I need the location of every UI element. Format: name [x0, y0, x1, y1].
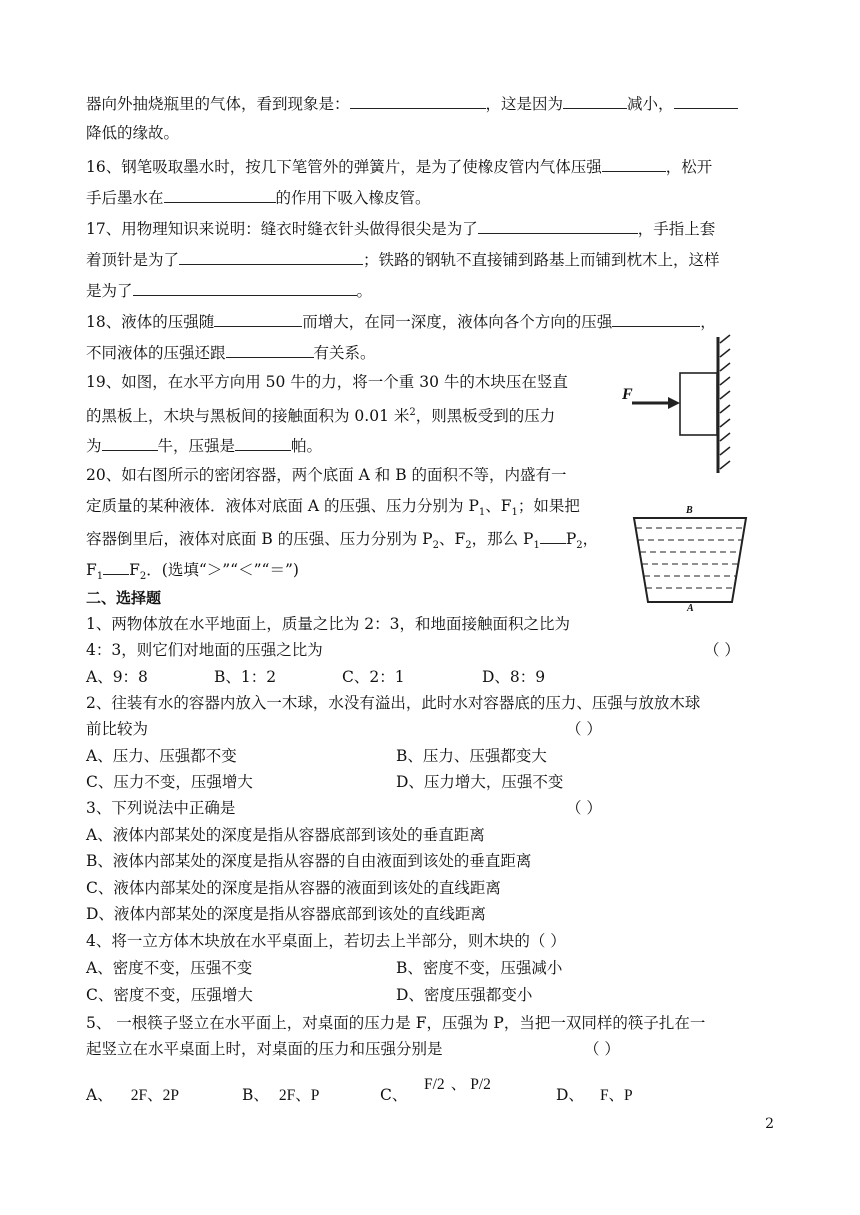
mc4-option-c[interactable]: C、密度不变，压强增大	[86, 986, 253, 1004]
subscript: 2	[139, 571, 147, 583]
mc4-option-d[interactable]: D、密度压强都变小	[396, 986, 533, 1004]
q18-text: 而增大，在同一深度，液体向各个方向的压强	[302, 313, 613, 331]
q19-text: ，则黑板受到的压力	[415, 407, 556, 426]
q17-text: 17、用物理知识来说明：缝衣时缝衣针头做得很尖是为了	[86, 220, 478, 238]
wall-force-figure	[616, 333, 746, 475]
subscript: 1	[511, 507, 518, 519]
q16-text: 16、钢笔吸取墨水时，按几下笔管外的弹簧片，是为了使橡皮管内气体压强	[86, 158, 602, 176]
subscript: 1	[533, 540, 540, 552]
q20-line4	[86, 558, 299, 587]
q20-text: F	[86, 561, 97, 579]
section-title: 二、选择题	[86, 589, 162, 607]
answer-blank[interactable]	[350, 92, 486, 109]
subscript: 1	[96, 571, 104, 583]
answer-blank[interactable]	[478, 217, 638, 234]
q18-text: ，	[700, 313, 716, 331]
page-number: 2	[765, 1116, 774, 1132]
mc2-option-a[interactable]: A、压力、压强都不变	[86, 747, 237, 765]
answer-blank[interactable]	[133, 279, 357, 296]
mc3-stem: 3、下列说法中正确是	[86, 799, 236, 817]
q19-text: 牛，压强是	[157, 437, 236, 455]
subscript: 2	[465, 540, 472, 552]
q17-text: ；铁路的钢轨不直接铺到路基上而铺到枕木上，这样	[363, 251, 720, 269]
q17-text: 是为了	[86, 282, 133, 300]
q19-text: 为	[86, 437, 102, 455]
q20-text: ．(选填“＞”“＜”“＝”)	[146, 561, 299, 579]
answer-blank[interactable]	[674, 92, 738, 109]
q15-line1	[86, 92, 738, 114]
q15-text: 减小，	[627, 95, 674, 113]
mc2-option-c[interactable]: C、压力不变，压强增大	[86, 773, 253, 791]
q19-text: 的黑板上，木块与黑板间的接触面积为 0.01 米	[86, 407, 410, 426]
answer-blank[interactable]	[164, 186, 276, 203]
mc5-option-b[interactable]	[242, 1085, 319, 1106]
option-value: 2F、P	[278, 1087, 320, 1104]
q20-text: ，	[582, 530, 599, 548]
q20-text: 容器倒里后，液体对底面 B 的压强、压力分别为 P	[86, 530, 433, 548]
mc5-option-a[interactable]	[86, 1085, 179, 1106]
mc3-option-d[interactable]: D、液体内部某处的深度是指从容器底部到该处的直线距离	[86, 905, 486, 923]
q19-line2	[86, 403, 555, 426]
q18-text: 18、液体的压强随	[86, 313, 215, 331]
subscript: 2	[432, 540, 439, 552]
q17-line1	[86, 217, 715, 239]
mc2-option-b[interactable]: B、压力、压强都变大	[396, 747, 547, 765]
mc1-stem-line1: 1、两物体放在水平地面上，质量之比为 2：3，和地面接触面积之比为	[86, 615, 571, 633]
q16-line1	[86, 155, 712, 177]
mc1-option-b[interactable]: B、1：2	[214, 668, 277, 686]
answer-paren[interactable]: （ ）	[704, 641, 740, 659]
q20-text: 定质量的某种液体．液体对底面 A 的压强、压力分别为 P	[86, 497, 479, 515]
q16-text: ，松开	[665, 158, 713, 176]
q15-text: 器向外抽烧瓶里的气体，看到现象是：	[86, 95, 350, 113]
q17-text: 。	[356, 282, 373, 300]
q19-text: 帕。	[291, 437, 323, 455]
mc5-stem-line1: 5、 一根筷子竖立在水平面上，对桌面的压力是 F，压强为 P，当把一双同样的筷子扎在一	[86, 1014, 706, 1032]
mc3-option-c[interactable]: C、液体内部某处的深度是指从容器的液面到该处的直线距离	[86, 879, 501, 897]
option-label: A、	[86, 1086, 113, 1104]
q17-line3	[86, 279, 372, 301]
mc5-option-d[interactable]	[556, 1085, 633, 1106]
q17-text: 着顶针是为了	[86, 251, 180, 269]
q18-text: 不同液体的压强还跟	[86, 344, 226, 362]
mc3-option-b[interactable]: B、液体内部某处的深度是指从容器的自由液面到该处的垂直距离	[86, 852, 532, 870]
mc1-option-a[interactable]: A、9：8	[86, 668, 148, 686]
option-label: D、	[556, 1086, 584, 1104]
container-figure	[626, 500, 752, 612]
mc2-stem-line2: 前比较为	[86, 720, 149, 738]
mc5-option-c-value	[424, 1075, 491, 1095]
q19-line3	[86, 434, 322, 456]
q16-text: 手后墨水在	[86, 189, 164, 207]
q20-text: 、F	[438, 530, 466, 548]
base-b-label: B	[686, 505, 693, 516]
answer-blank[interactable]	[226, 341, 314, 358]
answer-blank[interactable]	[540, 527, 566, 544]
option-value: P/2	[470, 1076, 491, 1093]
answer-blank[interactable]	[103, 558, 129, 575]
q20-text: 、F	[485, 497, 512, 515]
option-value: 2F、2P	[130, 1087, 179, 1104]
q16-text: 的作用下吸入橡皮管。	[275, 189, 431, 207]
q20-text: ；如果把	[517, 497, 580, 515]
answer-blank[interactable]	[102, 434, 158, 451]
q20-line3	[86, 527, 598, 556]
q18-text: 有关系。	[313, 344, 376, 362]
mc4-option-a[interactable]: A、密度不变，压强不变	[86, 959, 253, 977]
mc1-option-c[interactable]: C、2：1	[342, 668, 405, 686]
mc5-stem-line2: 起竖立在水平桌面上时，对桌面的压力和压强分别是	[86, 1040, 443, 1058]
option-label: C、	[380, 1086, 408, 1104]
q19-line1: 19、如图，在水平方向用 50 牛的力，将一个重 30 牛的木块压在竖直	[86, 373, 568, 391]
q20-line1: 20、如右图所示的密闭容器，两个底面 A 和 B 的面积不等，内盛有一	[86, 466, 567, 484]
q16-line2	[86, 186, 431, 208]
q17-text: ，手指上套	[637, 220, 716, 238]
option-label: B、	[242, 1086, 269, 1104]
q17-line2	[86, 248, 720, 270]
q18-line2	[86, 341, 376, 363]
answer-blank[interactable]	[563, 92, 627, 109]
q15-text: ，这是因为	[485, 95, 564, 113]
answer-blank[interactable]	[612, 310, 700, 327]
q20-text: ，那么 P	[471, 530, 534, 548]
answer-paren[interactable]: （ ）	[566, 720, 602, 738]
option-value: F、P	[599, 1087, 633, 1104]
answer-paren[interactable]: （ ）	[566, 799, 602, 817]
option-separator: 、	[450, 1076, 467, 1093]
mc5-option-c[interactable]	[380, 1085, 407, 1105]
mc1-stem-line2: 4：3，则它们对地面的压强之比为	[86, 641, 323, 659]
subscript: 1	[478, 507, 486, 519]
q20-line2	[86, 496, 580, 523]
mc4-option-b[interactable]: B、密度不变，压强减小	[396, 959, 563, 977]
mc2-stem-line1: 2、往装有水的容器内放入一木球，水没有溢出，此时水对容器底的压力、压强与放放木球	[86, 694, 701, 712]
answer-blank[interactable]	[235, 434, 291, 451]
mc2-option-d[interactable]: D、压力增大，压强不变	[396, 773, 564, 791]
mc3-option-a[interactable]: A、液体内部某处的深度是指从容器底部到该处的垂直距离	[86, 826, 485, 844]
answer-blank[interactable]	[214, 310, 302, 327]
q18-line1	[86, 310, 716, 332]
q15-line2: 降低的缘故。	[86, 124, 180, 142]
superscript: 2	[409, 407, 416, 418]
q20-text: F	[129, 561, 140, 579]
answer-blank[interactable]	[179, 248, 363, 265]
mc1-option-d[interactable]: D、8：9	[482, 668, 546, 686]
answer-paren[interactable]: （ ）	[584, 1040, 620, 1058]
base-a-label: A	[687, 603, 694, 612]
subscript: 2	[576, 540, 583, 552]
mc4-stem: 4、将一立方体木块放在水平桌面上，若切去上半部分，则木块的（ ）	[86, 932, 566, 950]
force-label: F	[622, 386, 633, 403]
answer-blank[interactable]	[602, 155, 666, 172]
option-value: F/2	[424, 1076, 445, 1093]
q20-text: P	[565, 530, 577, 548]
